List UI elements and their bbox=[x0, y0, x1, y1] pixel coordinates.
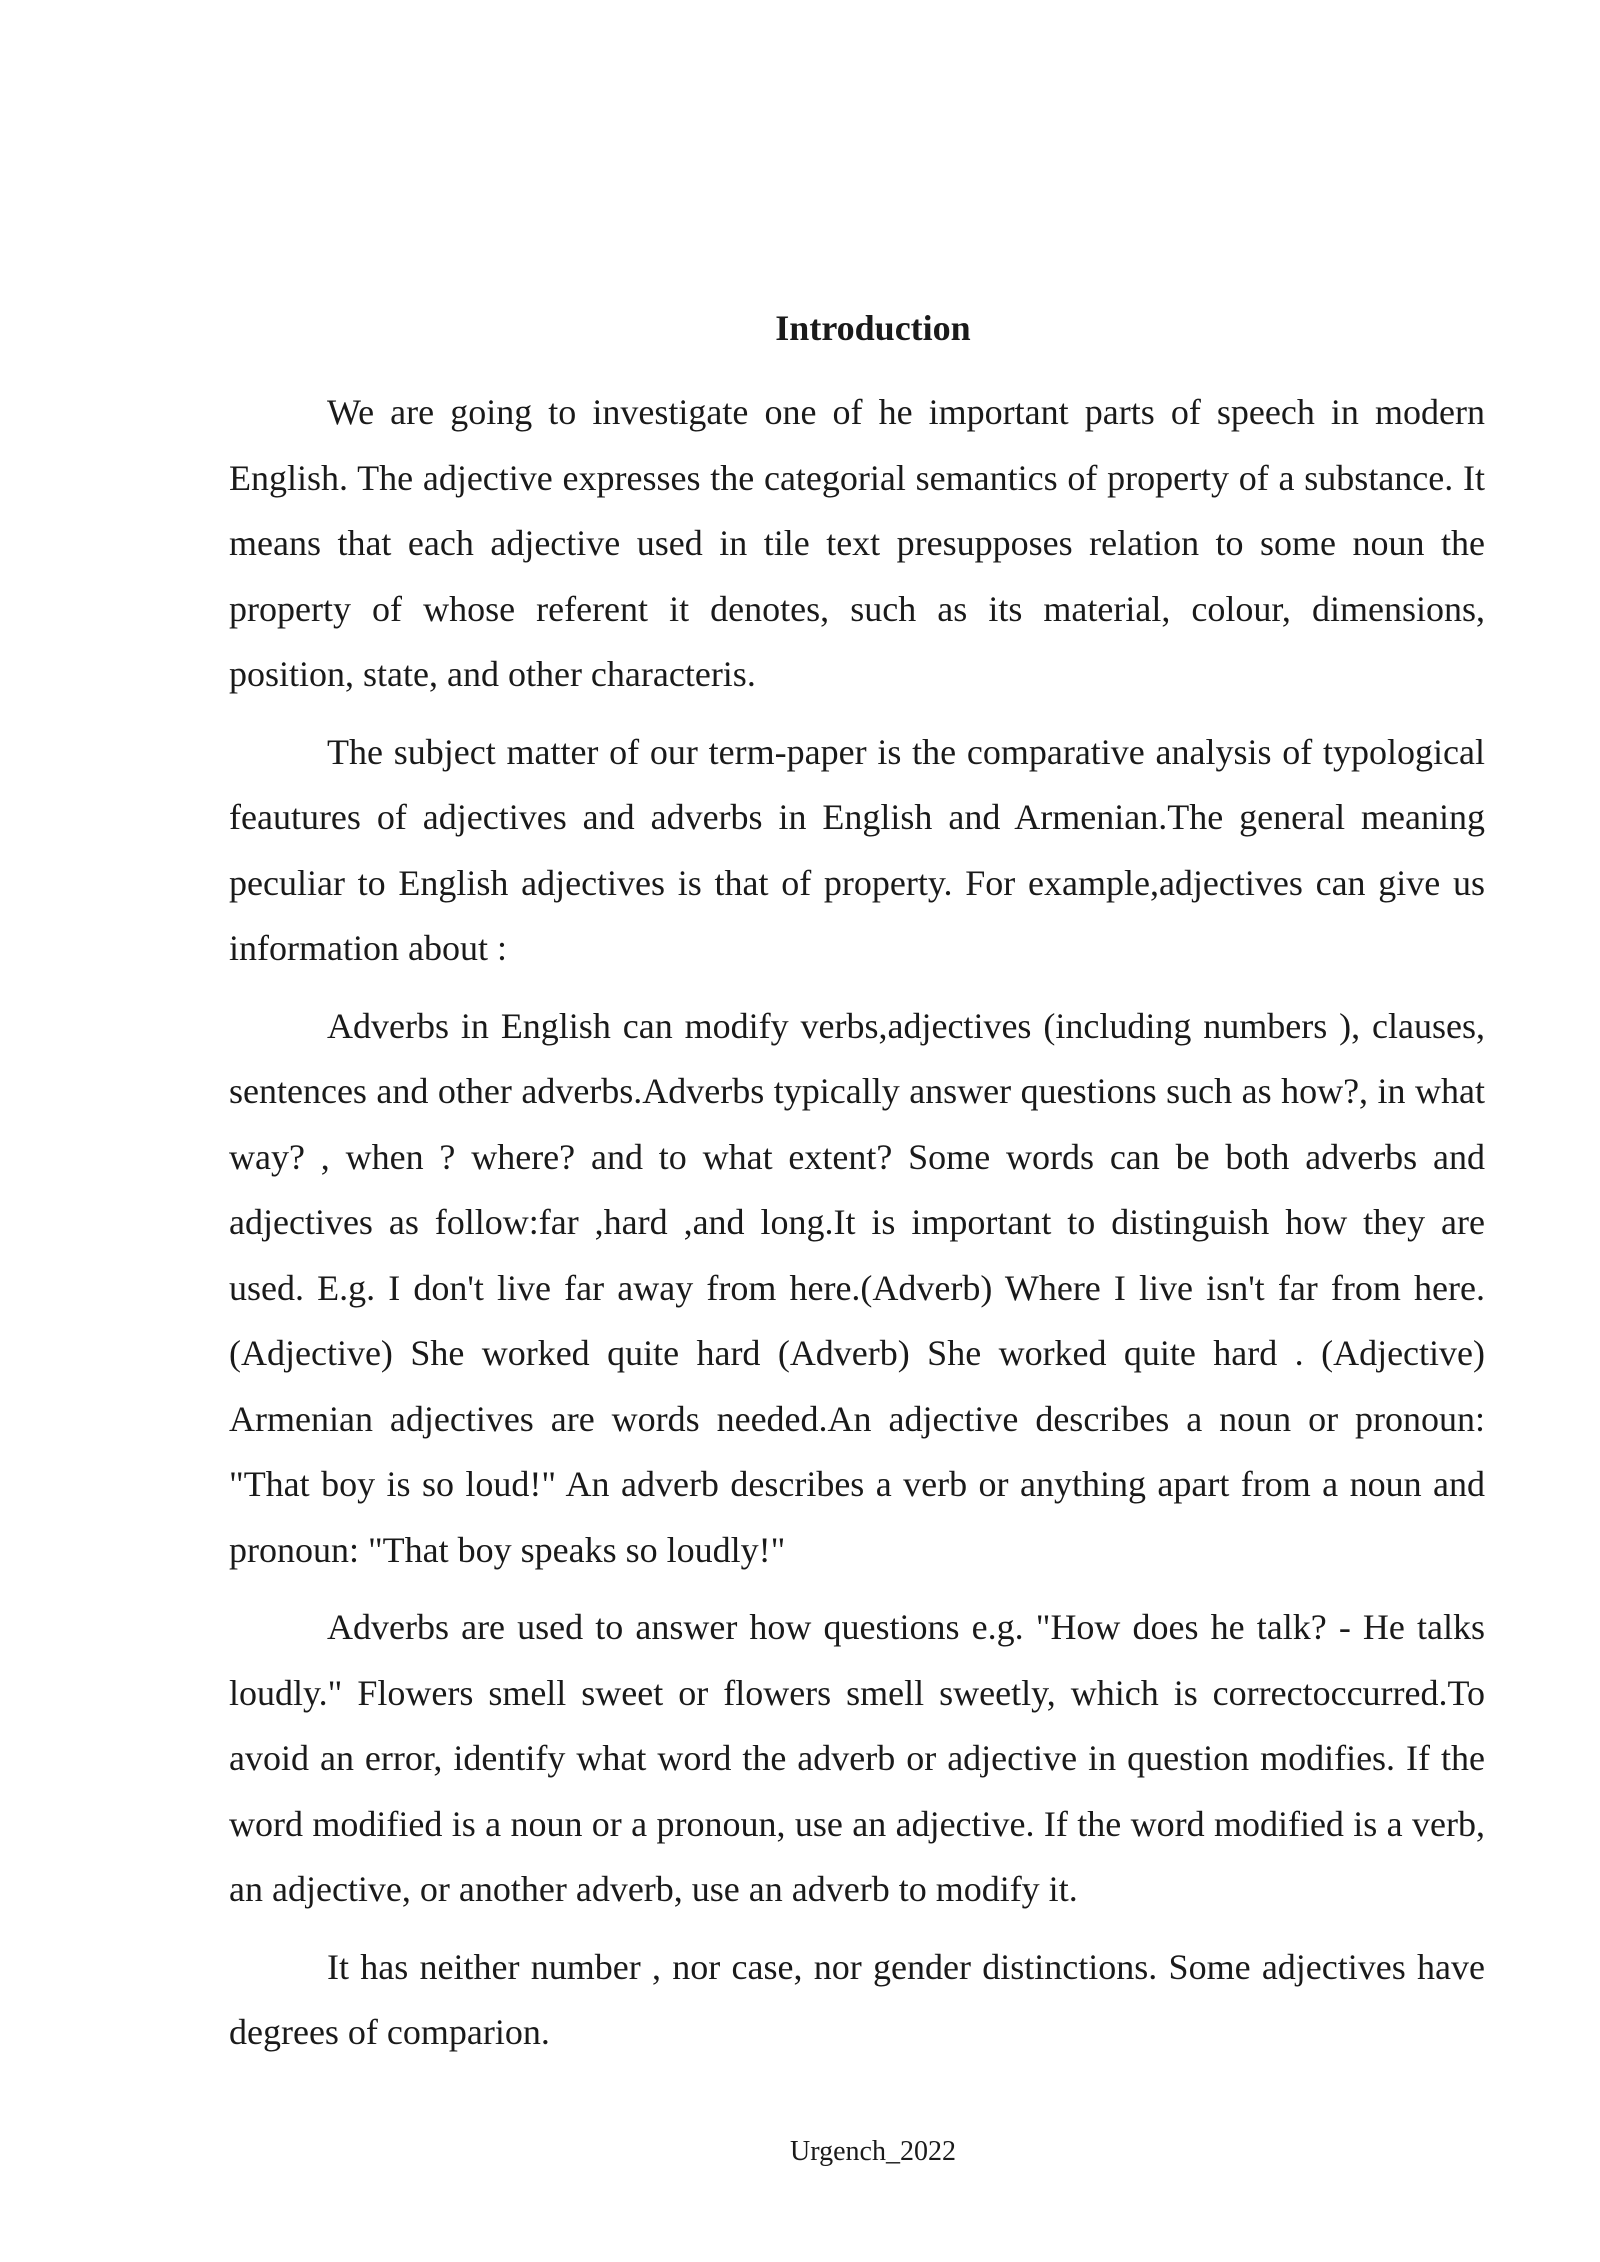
page-footer: Urgench_2022 bbox=[790, 2136, 956, 2167]
document-body bbox=[229, 380, 1485, 2078]
paragraph-subject-matter: The subject matter of our term-paper is the comparative analysis of typological feautures of adjectives and adverbs in English and Armenian.The general meaning peculiar to English adjectives is that of property. For example,adjectives can give us information about : bbox=[229, 731, 1485, 968]
paragraph-distinctions: It has neither number , nor case, nor gender distinctions. Some adjectives have degrees of comparion. bbox=[229, 1946, 1485, 2052]
paragraph-adverbs-usage: Adverbs are used to answer how questions e.g. "How does he talk? - He talks loudly." Flowers smell sweet or flowers smell sweetly, which is correctoccurred.To avoid an error, identify what word the adverb or adjective in question modifies. If the word modified is a noun or a pronoun, use an adjective. If the word modified is a verb, an adjective, or another adverb, use an adverb to modify it. bbox=[229, 1607, 1485, 1909]
page-title: Introduction bbox=[775, 308, 971, 348]
paragraph-adverbs-modify: Adverbs in English can modify verbs,adjectives (including numbers ), clauses, sentences and other adverbs.Adverbs typically answer questions such as how?, in what way? , when ? where? and to what extent? Some words can be both adverbs and adjectives as follow:far ,hard ,and long.It is important to distinguish how they are used. E.g. I don't live far away from here.(Adverb) Where I live isn't far from here.(Adjective) She worked quite hard (Adverb) She worked quite hard . (Adjective) Armenian adjectives are words needed.An adjective describes a noun or pronoun: "That boy is so loud!" An adverb describes a verb or anything apart from a noun and pronoun: "That boy speaks so loudly!" bbox=[229, 1005, 1485, 1570]
paragraph-intro: We are going to investigate one of he important parts of speech in modern English. The adjective expresses the categorial semantics of property of a substance. It means that each adjective used in tile text presupposes relation to some noun the property of whose referent it denotes, such as its material, colour, dimensions, position, state, and other characteris. bbox=[229, 392, 1485, 694]
